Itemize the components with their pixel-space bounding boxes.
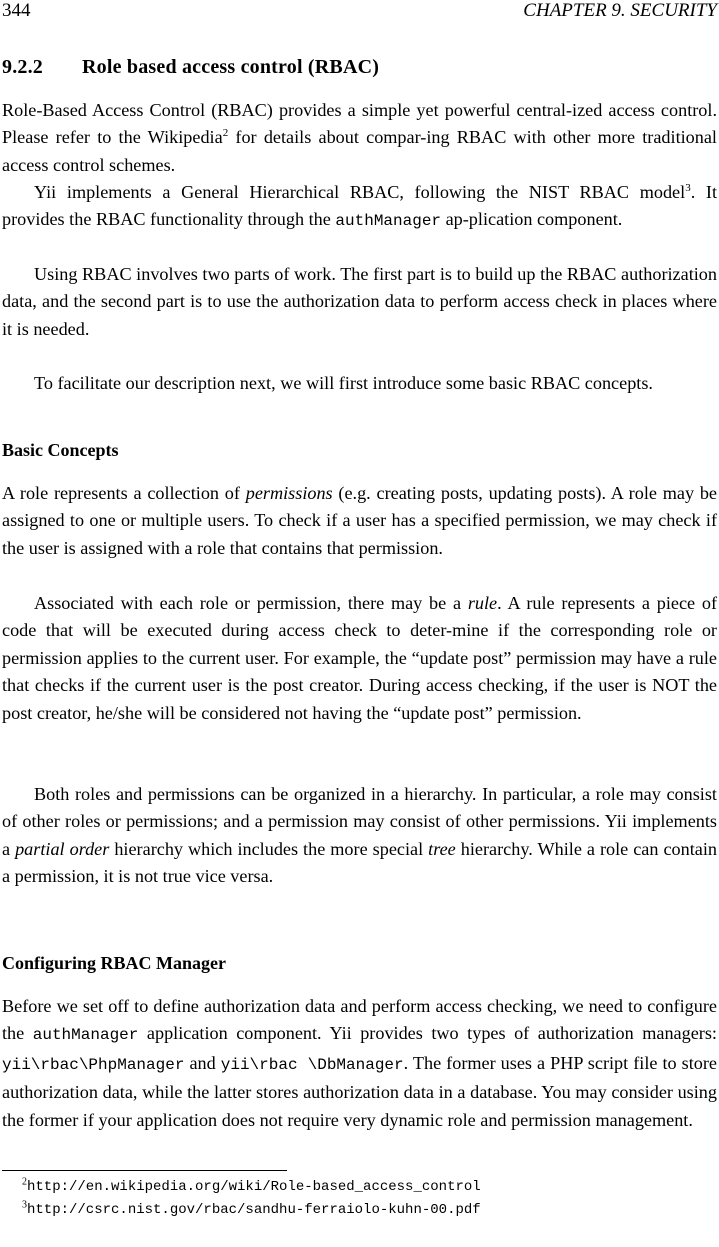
footnote-mark: 3 xyxy=(22,1199,27,1211)
intro-paragraph-2 xyxy=(2,179,717,236)
subheading-basic-concepts: Basic Concepts xyxy=(2,440,119,460)
config-paragraph-1 xyxy=(2,993,717,1134)
text: Before we set off to define authorization data and perform access checking, we need to configure the xyxy=(2,996,717,1044)
emphasis: tree xyxy=(428,838,456,859)
text: . A rule represents a piece of code that will be executed during access check to deter-mine if the corresponding role or permission applies to the current user. For example, the “update post” permission may have a rule that checks if the current user is the post creator. During access checking, if the user is NOT the post creator, he/she will be considered not having the “update post” permission. xyxy=(2,593,718,723)
section-number: 9.2.2 xyxy=(2,56,43,78)
text: A role represents a collection of xyxy=(2,483,246,503)
footnote-ref: 3 xyxy=(685,181,691,194)
footnote-url[interactable]: http://en.wikipedia.org/wiki/Role-based_access_control xyxy=(27,1179,481,1195)
text: . It provides the RBAC functionality through the xyxy=(2,182,717,230)
text: and xyxy=(184,1052,221,1073)
footnote-url[interactable]: http://csrc.nist.gov/rbac/sandhu-ferraiolo-kuhn-00.pdf xyxy=(27,1202,481,1218)
page-number: 344 xyxy=(2,0,31,21)
text: hierarchy which includes the more special xyxy=(109,838,429,859)
basic-paragraph-3 xyxy=(2,781,717,891)
text: Associated with each role or permission, there may be a xyxy=(34,593,468,613)
footnote-3 xyxy=(22,1199,481,1218)
emphasis: rule xyxy=(467,593,498,613)
intro-paragraph-3: Using RBAC involves two parts of work. The first part is to build up the RBAC authorization data, and the second part is to use the authorization data to perform access check in places where it is needed. xyxy=(2,264,717,339)
code-inline: yii\rbac\PhpManager xyxy=(2,1055,185,1074)
basic-paragraph-2 xyxy=(2,590,717,727)
code-inline: authManager xyxy=(32,1026,139,1045)
footnote-mark: 2 xyxy=(22,1176,27,1188)
intro-paragraph-1 xyxy=(2,97,717,179)
text: Both roles and permissions can be organized in a hierarchy. In particular, a role may consist of other roles or permissions; and a permission may consist of other permissions. Yii implements a xyxy=(2,784,717,859)
section-heading xyxy=(2,56,379,79)
emphasis: permissions xyxy=(245,483,333,503)
footnote-2 xyxy=(22,1176,481,1195)
text: (e.g. creating posts, updating posts). A role may be assigned to one or multiple users. To check if a user has a specified permission, we may check if the user is assigned with a role that contains that permission. xyxy=(2,483,717,558)
running-header xyxy=(2,0,717,22)
text: hierarchy. While a role can contain a permission, it is not true vice versa. xyxy=(2,838,717,887)
text: for details about compar-ing RBAC with other more traditional access control schemes. xyxy=(2,127,717,175)
text: application component. Yii provides two types of authorization managers: xyxy=(138,1023,717,1044)
code-inline: authManager xyxy=(335,212,442,231)
basic-paragraph-1 xyxy=(2,480,717,562)
text: ap-plication component. xyxy=(441,209,623,230)
subheading-configuring: Configuring RBAC Manager xyxy=(2,953,226,973)
emphasis: partial order xyxy=(15,838,110,859)
text: Yii implements a General Hierarchical RBAC, following the NIST RBAC model xyxy=(34,182,686,202)
footnote-ref: 2 xyxy=(222,127,229,140)
code-inline: yii\rbac \DbManager xyxy=(220,1055,404,1074)
section-title: Role based access control (RBAC) xyxy=(82,56,380,78)
footnote-divider xyxy=(2,1170,287,1171)
intro-paragraph-4: To facilitate our description next, we will first introduce some basic RBAC concepts. xyxy=(34,373,653,393)
text: . The former uses a PHP script file to store authorization data, while the latter stores authorization data in a database. You may consider using the former if your application does not require very dynamic role and permission management. xyxy=(2,1052,717,1130)
chapter-title: CHAPTER 9. SECURITY xyxy=(523,0,717,21)
text: Role-Based Access Control (RBAC) provides a simple yet powerful central-ized access control. Please refer to the Wikipedia xyxy=(2,100,717,148)
